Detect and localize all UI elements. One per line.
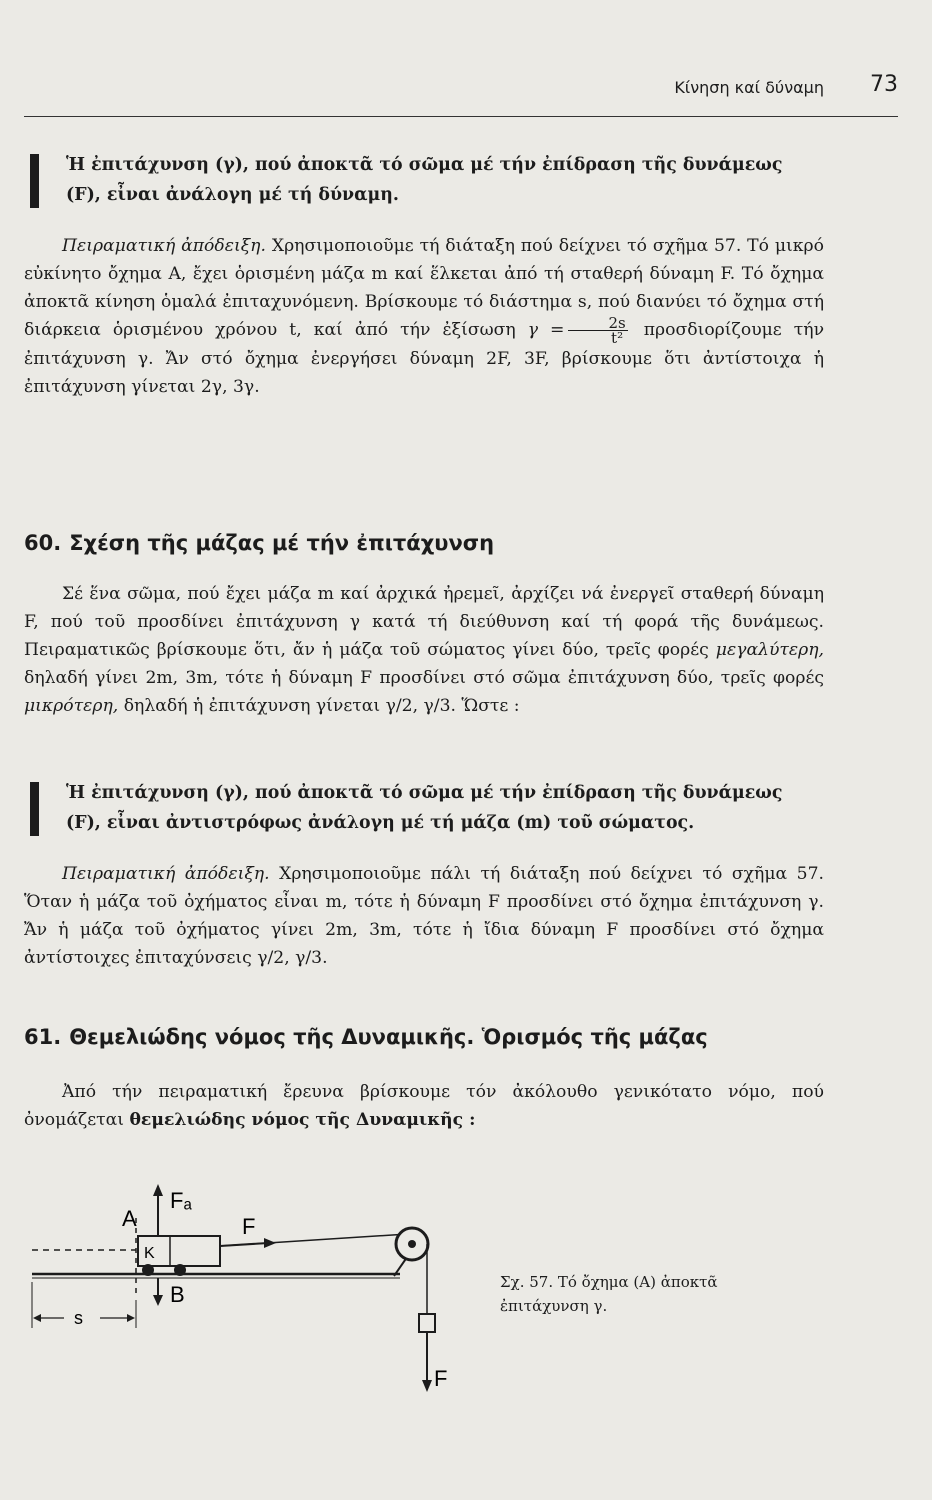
figure-57-diagram: [24, 1178, 504, 1400]
figure-57-caption: [500, 1270, 800, 1318]
section-61: [24, 1022, 824, 1134]
caption-line-2: ἐπιτάχυνση γ.: [500, 1297, 608, 1315]
experimental-proof-1: [24, 232, 824, 401]
section-60-number: 60.: [24, 531, 62, 555]
header-rule: [24, 116, 898, 117]
section-60-text-a: Σέ ἕνα σῶμα, πού ἔχει μάζα m καί ἀρχικά ἠρεμεῖ, ἀρχίζει νά ἐνεργεῖ σταθερή δύναμη F, πού τοῦ προσδίνει ἐπιτάχυνση γ κατά τή διεύθυνση καί τή φορά τῆς δυνάμεως. Πειραματικῶς βρίσκουμε ὅτι, ἄν ἡ μάζα τοῦ σώματος γίνει δύο, τρεῖς φορές: [24, 584, 824, 660]
section-61-number: 61.: [24, 1025, 62, 1049]
section-61-title: Θεμελιώδης νόμος τῆς Δυναμικῆς. Ὁρισμός τῆς μάζας: [69, 1025, 708, 1049]
theorem-line-1: Ἡ ἐπιτάχυνση (γ), πού ἀποκτᾶ τό σῶμα μέ τήν ἐπίδραση τῆς δυνάμεως: [66, 783, 783, 803]
label-cart-a: A: [122, 1206, 137, 1231]
pulley-axle: [408, 1240, 416, 1248]
weight-b-arrowhead: [153, 1295, 163, 1306]
proof-text: Χρησιμοποιοῦμε πάλι τή διάταξη πού δείχνει τό σχῆμα 57. Ὅταν ἡ μάζα τοῦ ὀχήματος εἶναι m, τότε ἡ δύναμη F προσδίνει στό ὄχημα ἐπιτάχυνση γ. Ἄν ἡ μάζα τοῦ ὀχήματος γίνει 2m, 3m, τότε ἡ ἴδια δύναμη F προσδίνει στό ὄχημα ἀντίστοιχες ἐπιταχύνσεις γ/2, γ/3.: [24, 864, 824, 968]
proof-paragraph-1: [24, 232, 824, 401]
hanging-weight: [419, 1314, 435, 1332]
force-f-arrowhead: [264, 1238, 276, 1248]
s-arrowhead-right: [127, 1314, 135, 1322]
section-60-text-b: δηλαδή γίνει 2m, 3m, τότε ἡ δύναμη F προσδίνει στό σῶμα ἐπιτάχυνση δύο, τρεῖς φορές: [24, 668, 824, 688]
theorem-line-1: Ἡ ἐπιτάχυνση (γ), πού ἀποκτᾶ τό σῶμα μέ τήν ἐπίδραση τῆς δυνάμεως: [66, 155, 783, 175]
force-f-arrow: [220, 1243, 268, 1246]
theorem-acceleration-force: [24, 150, 824, 210]
proof-label: Πειραματική ἀπόδειξη.: [62, 864, 270, 884]
label-k: K: [144, 1245, 155, 1262]
equation-denominator: t²: [611, 329, 624, 347]
page-number: 73: [870, 72, 898, 97]
theorem-line-2: (F), εἶναι ἀντιστρόφως ἀνάλογη μέ τή μάζα (m) τοῦ σώματος.: [66, 813, 695, 833]
proof-label: Πειραματική ἀπόδειξη.: [62, 236, 266, 256]
emphasis-smaller: μικρότερη,: [24, 696, 119, 716]
force-a-arrowhead: [153, 1184, 163, 1196]
running-title: Κίνηση καί δύναμη: [674, 78, 824, 97]
proof-paragraph-2: [24, 860, 824, 972]
section-60-title: Σχέση τῆς μάζας μέ τήν ἐπιτάχυνση: [69, 531, 495, 555]
section-60-paragraph: [24, 580, 824, 720]
theorem-line-2: (F), εἶναι ἀνάλογη μέ τή δύναμη.: [66, 185, 399, 205]
proof-text-a: Χρησιμοποιοῦμε τή διάταξη πού δείχνει τό σχῆμα 57. Τό μικρό εὐκίνητο ὄχημα Α, ἔχει ὁρισμένη μάζα m καί ἕλκεται ἀπό τή σταθερή δύναμη F. Τό ὄχημα ἀποκτᾶ κίνηση ὁμαλά ἐπιταχυνόμενη. Βρίσκουμε τό διάστημα s, πού διανύει τό ὄχημα στή διάρκεια ὁρισμένου χρόνου t, καί ἀπό τήν ἐξίσωση: [24, 236, 824, 340]
section-61-heading: [24, 1022, 824, 1052]
section-60: [24, 528, 824, 720]
equation-fraction: [568, 316, 627, 345]
cart-wheel-left: [142, 1264, 154, 1276]
section-61-paragraph: [24, 1078, 824, 1134]
gravity-f-arrowhead: [422, 1380, 432, 1392]
experimental-proof-2: [24, 860, 824, 972]
equation-numerator: 2s: [568, 316, 627, 331]
fundamental-law-term: θεμελιώδης νόμος τῆς Δυναμικῆς :: [129, 1110, 476, 1130]
label-gravity-f: F: [434, 1366, 448, 1391]
section-61-text: Ἀπό τήν πειραματική ἔρευνα βρίσκουμε τόν ἀκόλουθο γενικότατο νόμο, πού ὀνομάζεται: [24, 1082, 824, 1130]
caption-line-1: Σχ. 57. Τό ὄχημα (Α) ἀποκτᾶ: [500, 1273, 718, 1291]
label-weight-b: B: [170, 1282, 185, 1307]
section-60-text-c: δηλαδή ἡ ἐπιτάχυνση γίνεται γ/2, γ/3. Ὥστε :: [123, 696, 520, 716]
section-60-heading: [24, 528, 824, 558]
label-distance-s: s: [74, 1308, 83, 1328]
cart-wheel-right: [174, 1264, 186, 1276]
equation-lhs: γ =: [527, 320, 565, 340]
label-force-a: Fₐ: [170, 1188, 192, 1213]
proof-text-b: προσδιορίζουμε τήν ἐπιτάχυνση γ. Ἄν στό ὄχημα ἐνεργήσει δύναμη 2F, 3F, βρίσκουμε ὅτι ἀντίστοιχα ἡ ἐπιτάχυνση γίνεται 2γ, 3γ.: [24, 320, 825, 397]
theorem-acceleration-mass: [24, 778, 824, 838]
label-force-f: F: [242, 1214, 256, 1239]
s-arrowhead-left: [33, 1314, 41, 1322]
emphasis-larger: μεγαλύτερη,: [715, 640, 824, 660]
